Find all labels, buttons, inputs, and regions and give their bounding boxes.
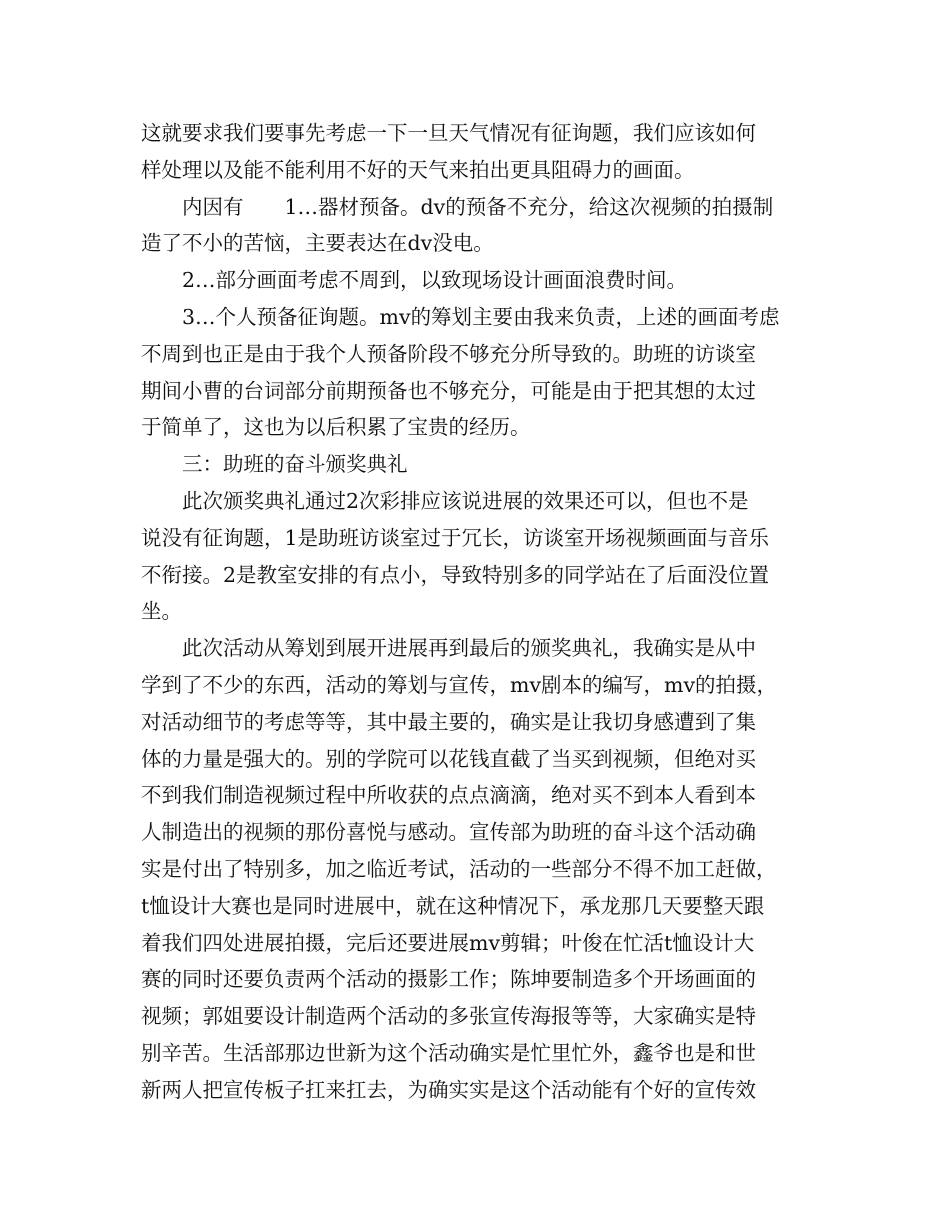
text-line: 样处理以及能不能利用不好的天气来拍出更具阻碍力的画面。 [141, 157, 695, 182]
text-line: 体的力量是强大的。别的学院可以花钱直截了当买到视频，但绝对买 [141, 746, 756, 771]
body-text [141, 115, 821, 1109]
text-line: 对活动细节的考虑等等，其中最主要的，确实是让我切身感遭到了集 [141, 709, 756, 734]
text-line: 内因有 1…器材预备。dv的预备不充分，给这次视频的拍摄制 [182, 194, 774, 219]
text-line: 人制造出的视频的那份喜悦与感动。宣传部为助班的奋斗这个活动确 [141, 820, 756, 845]
text-line: 2…部分画面考虑不周到，以致现场设计画面浪费时间。 [182, 268, 688, 293]
text-line: 赛的同时还要负责两个活动的摄影工作；陈坤要制造多个开场画面的 [141, 967, 756, 992]
text-line: 学到了不少的东西，活动的筹划与宣传，mv剧本的编写，mv的拍摄， [141, 672, 778, 697]
text-line: 新两人把宣传板子扛来扛去，为确实实是这个活动能有个好的宣传效 [141, 1077, 756, 1102]
text-line: 别辛苦。生活部那边世新为这个活动确实是忙里忙外，鑫爷也是和世 [141, 1040, 756, 1065]
text-line: 坐。 [141, 599, 182, 624]
text-line: 不周到也正是由于我个人预备阶段不够充分所导致的。助班的访谈室 [141, 341, 756, 366]
text-line: 不到我们制造视频过程中所收获的点点滴滴，绝对买不到本人看到本 [141, 783, 756, 808]
text-line: 不衔接。2是教室安排的有点小，导致特别多的同学站在了后面没位置 [141, 562, 770, 587]
text-line: 实是付出了特别多，加之临近考试，活动的一些部分不得不加工赶做， [141, 856, 777, 881]
text-line: 说没有征询题，1是助班访谈室过于冗长，访谈室开场视频画面与音乐 [141, 525, 770, 550]
text-line: t恤设计大赛也是同时进展中，就在这种情况下，承龙那几天要整天跟 [141, 893, 765, 918]
text-line: 着我们四处进展拍摄，完后还要进展mv剪辑；叶俊在忙活t恤设计大 [141, 930, 755, 955]
text-line: 视频；郭姐要设计制造两个活动的多张宣传海报等等，大家确实是特 [141, 1004, 756, 1029]
text-line: 3…个人预备征询题。mv的筹划主要由我来负责，上述的画面考虑 [182, 304, 780, 329]
text-line: 这就要求我们要事先考虑一下一旦天气情况有征询题，我们应该如何 [141, 121, 756, 145]
text-line: 于简单了，这也为以后积累了宝贵的经历。 [141, 415, 531, 440]
text-line: 此次颁奖典礼通过2次彩排应该说进展的效果还可以，但也不是 [182, 488, 749, 513]
text-line: 造了不小的苦恼，主要表达在dv没电。 [141, 231, 494, 256]
text-line: 此次活动从筹划到展开进展再到最后的颁奖典礼，我确实是从中 [182, 636, 756, 661]
text-line: 期间小曹的台词部分前期预备也不够充分，可能是由于把其想的太过 [141, 378, 756, 403]
section-heading: 三：助班的奋斗颁奖典礼 [182, 452, 408, 477]
